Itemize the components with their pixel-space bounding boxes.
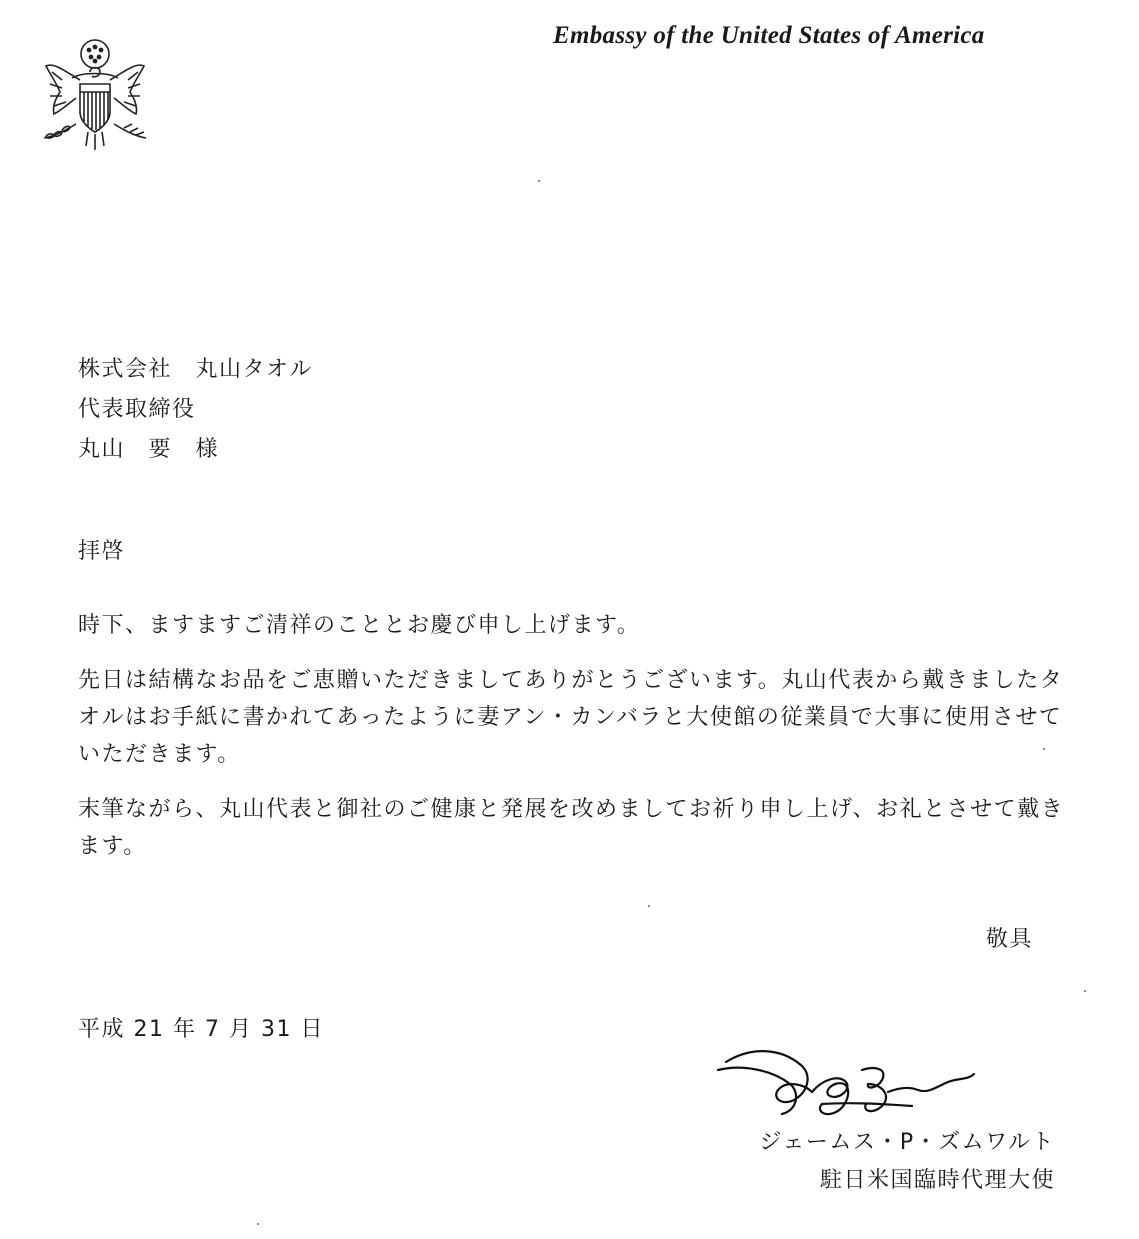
addressee-company: 株式会社 丸山タオル: [78, 357, 314, 382]
addressee-name: 丸山 要 様: [78, 437, 220, 462]
scan-speck: [1043, 748, 1045, 750]
great-seal-eagle-icon: [36, 32, 154, 154]
addressee-position: 代表取締役: [78, 397, 196, 422]
addressee-block: [78, 350, 313, 470]
scan-speck: [538, 180, 540, 182]
scan-speck: [1084, 990, 1086, 992]
body-paragraph-1: 時下、ますますご清祥のこととお慶び申し上げます。: [78, 613, 641, 638]
letter-date: 平成 21 年 7 月 31 日: [78, 1017, 324, 1042]
handwritten-signature: [712, 1040, 982, 1140]
letter-body: [78, 607, 1068, 883]
body-paragraph-3: 末筆ながら、丸山代表と御社のご健康と発展を改めましてお祈り申し上げ、お礼とさせて戴きます。: [78, 797, 1065, 859]
body-paragraph-2: 先日は結構なお品をご恵贈いただきましてありがとうございます。丸山代表から戴きましたタオルはお手紙に書かれてあったように妻アン・カンバラと大使館の従業員で大事に使用させていただきます。: [78, 668, 1064, 767]
scan-speck: [257, 1223, 259, 1225]
letterhead-title: Embassy of the United States of America: [553, 22, 985, 49]
salutation: 拝啓: [78, 539, 126, 564]
scan-speck: [648, 905, 650, 907]
signer-title: 駐日米国臨時代理大使: [819, 1168, 1055, 1193]
closing: 敬具: [985, 927, 1033, 952]
signer-name: ジェームス・P・ズムワルト: [759, 1130, 1055, 1155]
